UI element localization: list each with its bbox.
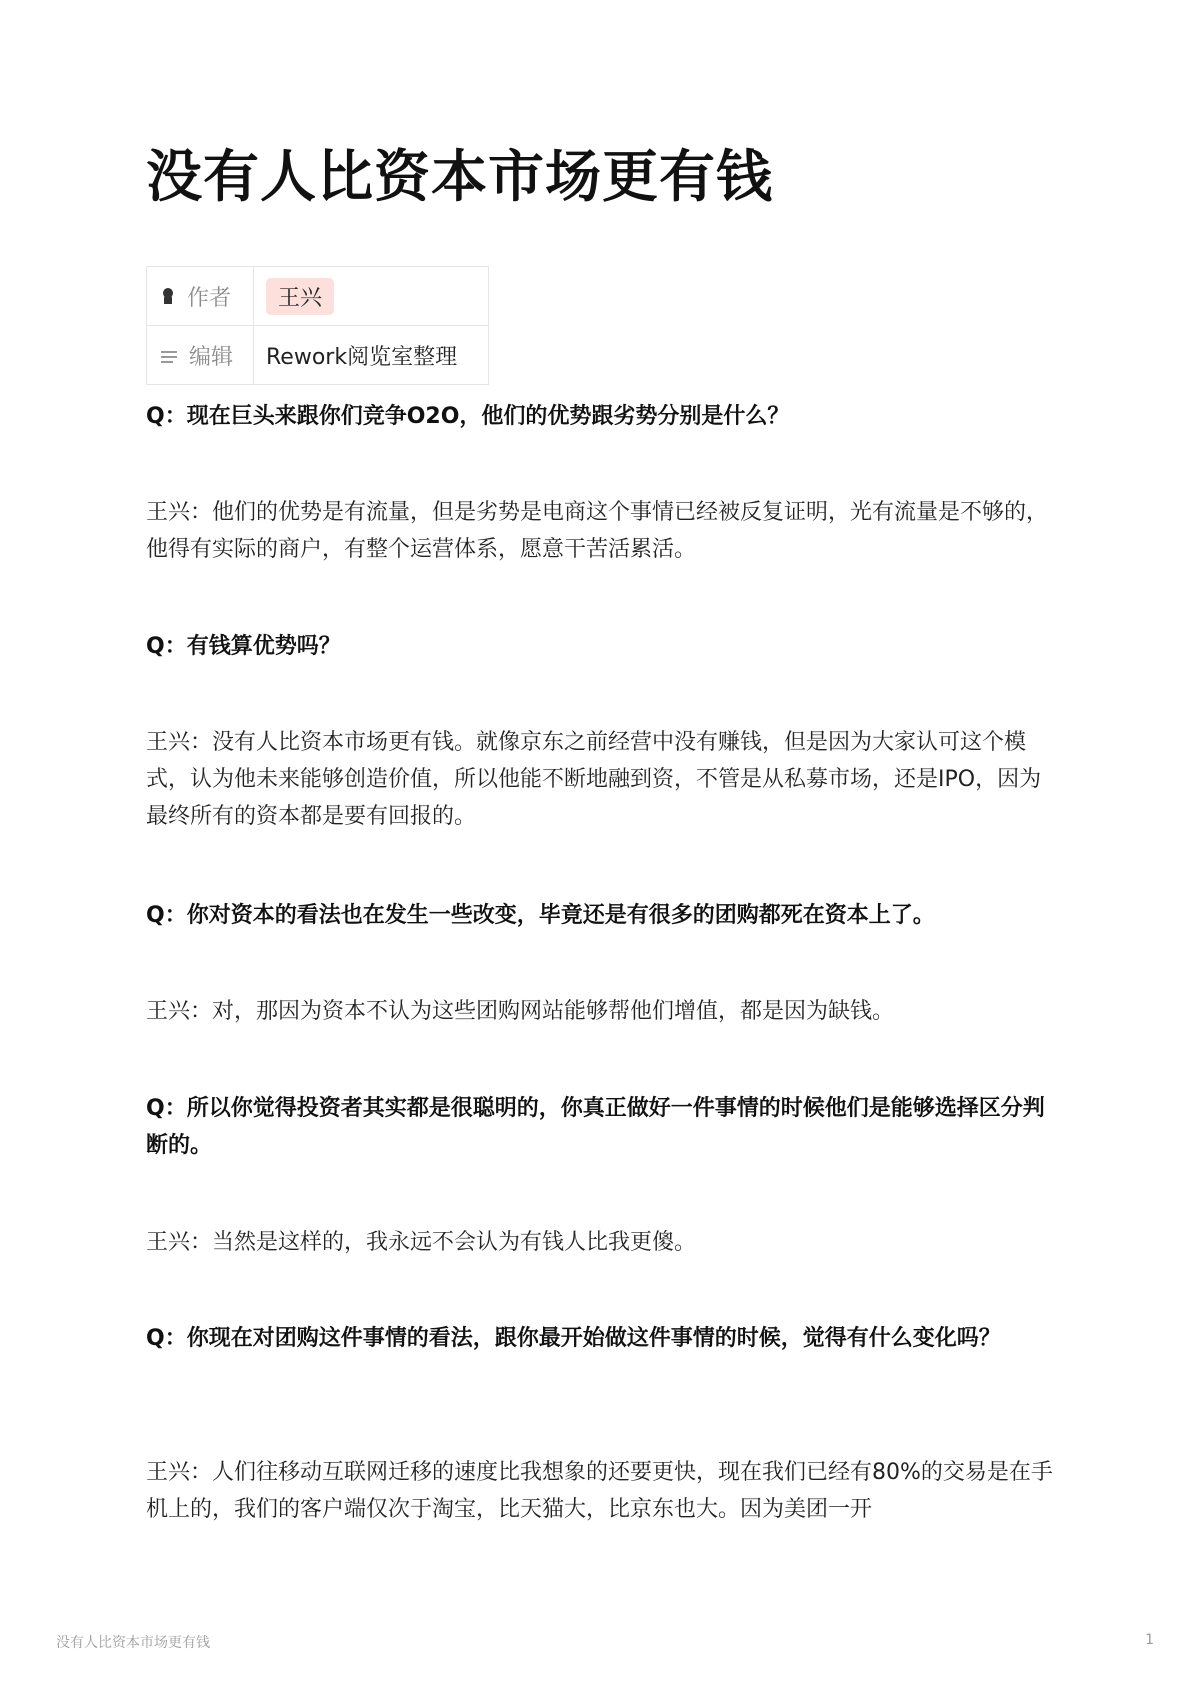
property-key: 作者 xyxy=(187,285,232,311)
properties-table xyxy=(146,266,489,385)
property-value: Rework阅览室整理 xyxy=(266,344,458,370)
question-5: Q：你现在对团购这件事情的看法，跟你最开始做这件事情的时候，觉得有什么变化吗？ xyxy=(146,1326,1001,1351)
answer-3: 王兴：对，那因为资本不认为这些团购网站能够帮他们增值，都是因为缺钱。 xyxy=(146,999,895,1024)
answer-4: 王兴：当然是这样的，我永远不会认为有钱人比我更傻。 xyxy=(146,1230,697,1255)
text-lines-icon xyxy=(161,351,177,365)
page-title: 没有人比资本市场更有钱 xyxy=(146,145,773,210)
answer-2: 王兴：没有人比资本市场更有钱。就像京东之前经营中没有赚钱，但是因为大家认可这个模式，认为他未来能够创造价值，所以他能不断地融到资，不管是从私募市场，还是IPO，因为最终所有的资本都是要有回报的。 xyxy=(146,730,1042,829)
page-number: 1 xyxy=(1145,1632,1154,1648)
question-2: Q：有钱算优势吗？ xyxy=(146,634,341,659)
person-icon xyxy=(161,287,175,305)
property-row-author xyxy=(147,267,489,326)
property-row-editor xyxy=(147,326,489,385)
property-key: 编辑 xyxy=(189,344,234,370)
footer-title: 没有人比资本市场更有钱 xyxy=(56,1635,210,1651)
question-1: Q：现在巨头来跟你们竞争O2O，他们的优势跟劣势分别是什么？ xyxy=(146,404,790,429)
answer-1: 王兴：他们的优势是有流量，但是劣势是电商这个事情已经被反复证明，光有流量是不够的，他得有实际的商户，有整个运营体系，愿意干苦活累活。 xyxy=(146,500,1049,562)
question-4: Q：所以你觉得投资者其实都是很聪明的，你真正做好一件事情的时候他们是能够选择区分判断的。 xyxy=(146,1096,1045,1158)
author-tag[interactable]: 王兴 xyxy=(266,278,334,315)
question-3: Q：你对资本的看法也在发生一些改变，毕竟还是有很多的团购都死在资本上了。 xyxy=(146,903,935,928)
answer-5: 王兴：人们往移动互联网迁移的速度比我想象的还要更快，现在我们已经有80%的交易是在手机上的，我们的客户端仅次于淘宝，比天猫大，比京东也大。因为美团一开 xyxy=(146,1460,1053,1522)
